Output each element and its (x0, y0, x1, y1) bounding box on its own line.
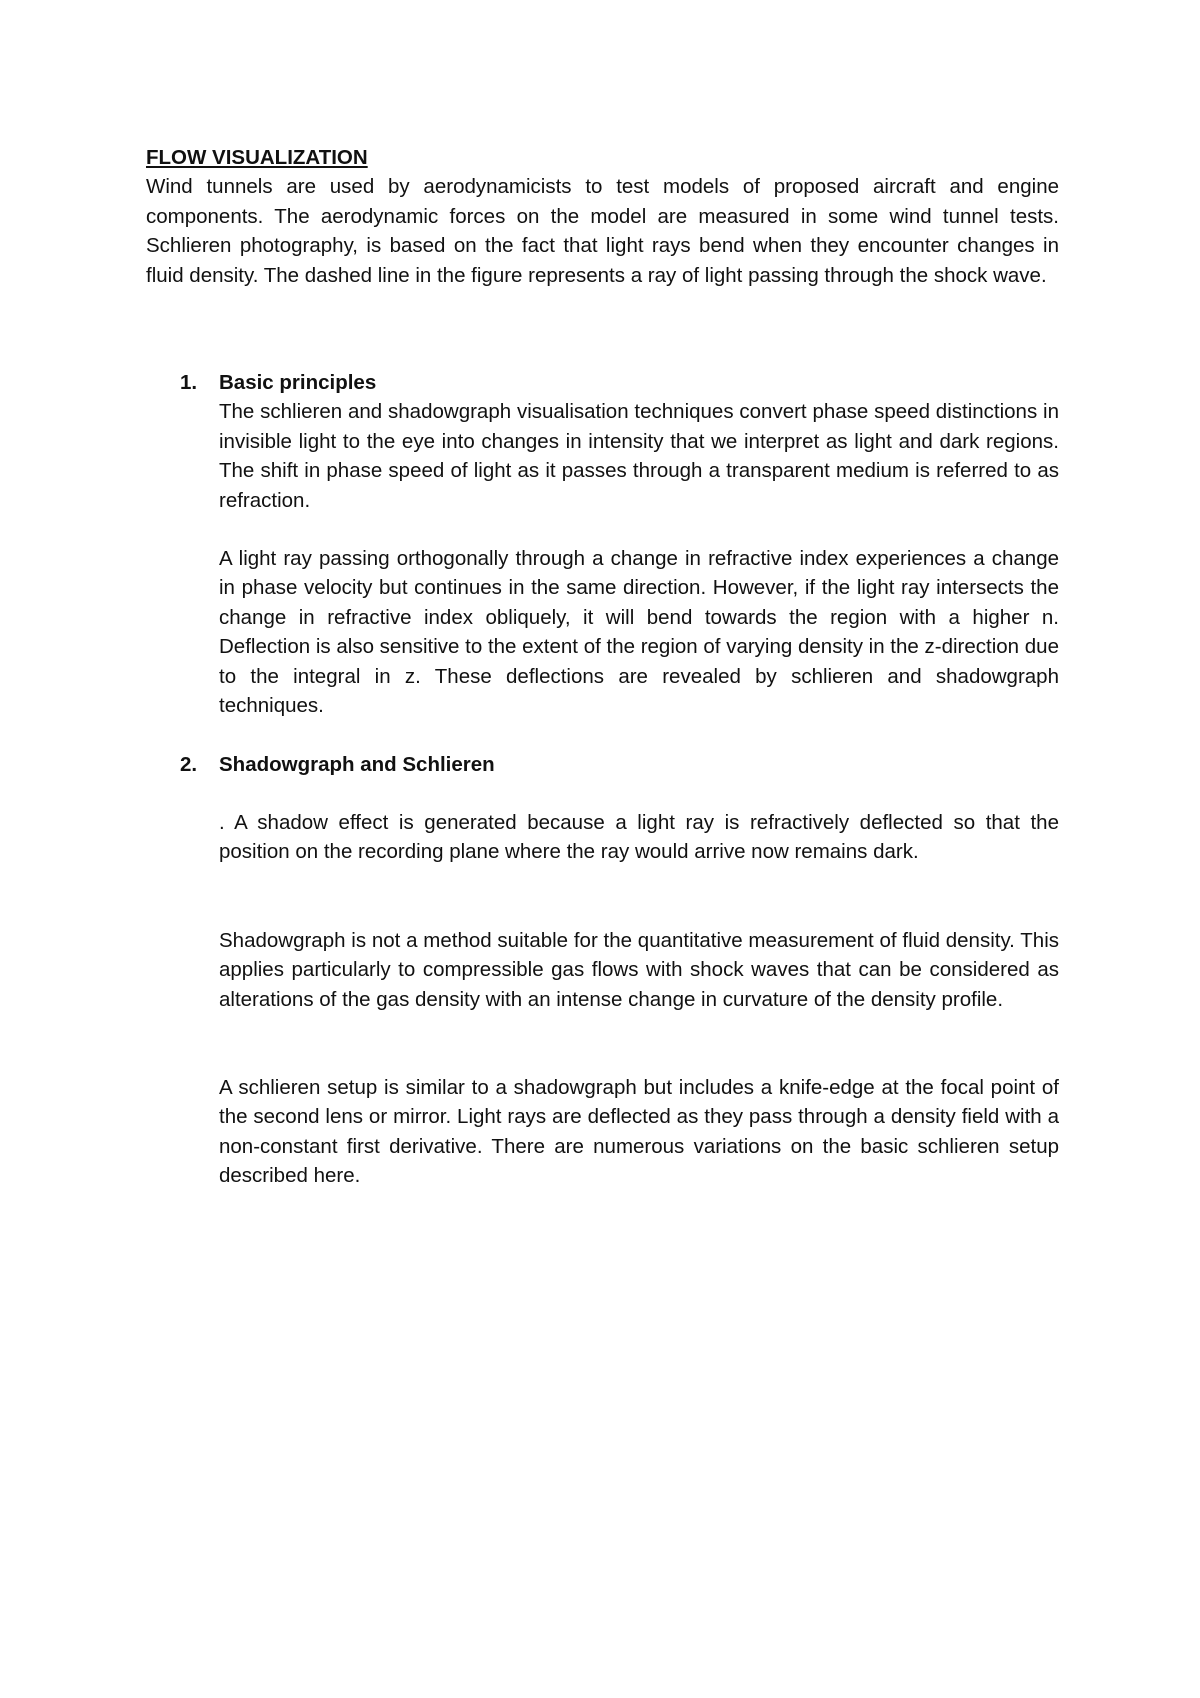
section-paragraph: Shadowgraph is not a method suitable for the quantitative measurement of fluid density. This applies particularly to compressible gas flows with shock waves that can be considered as alterations of the gas density with an intense change in curvature of the density profile. (219, 928, 1059, 1011)
section-paragraph: The schlieren and shadowgraph visualisation techniques convert phase speed distinctions in invisible light to the eye into changes in intensity that we interpret as light and dark regions. The shift in phase speed of light as it passes through a transparent medium is referred to as refraction. (219, 400, 1059, 512)
section-heading (180, 750, 1059, 779)
section-paragraph: A light ray passing orthogonally through a change in refractive index experiences a change in phase velocity but continues in the same direction. However, if the light ray intersects the change in refractive index obliquely, it will bend towards the region with a higher n. Deflection is also sensitive to the extent of the region of varying density in the z-direction due to the integral in z. These deflections are revealed by schlieren and shadowgraph techniques. (219, 547, 1059, 718)
section-paragraph: A schlieren setup is similar to a shadowgraph but includes a knife-edge at the focal point of the second lens or mirror. Light rays are deflected as they pass through a density field with a non-constant first derivative. There are numerous variations on the basic schlieren setup described here. (219, 1075, 1059, 1188)
section-heading (180, 368, 1059, 397)
section-title: Basic principles (219, 371, 377, 395)
section-basic-principles (146, 368, 1059, 720)
document-title: FLOW VISUALIZATION (146, 146, 368, 169)
section-number: 2. (180, 752, 198, 776)
document-page (146, 143, 1059, 1191)
intro-paragraph: Wind tunnels are used by aerodynamicists to test models of proposed aircraft and engine components. The aerodynamic forces on the model are measured in some wind tunnel tests. Schlieren photography, is based on the fact that light rays bend when they encounter changes in fluid density. The dashed line in the figure represents a ray of light passing through the shock wave. (146, 175, 1059, 287)
section-paragraph: . A shadow effect is generated because a light ray is refractively deflected so that the position on the recording plane where the ray would arrive now remains dark. (219, 810, 1059, 864)
section-title: Shadowgraph and Schlieren (219, 752, 495, 776)
section-number: 1. (180, 371, 198, 395)
section-shadowgraph-schlieren (146, 750, 1059, 1191)
